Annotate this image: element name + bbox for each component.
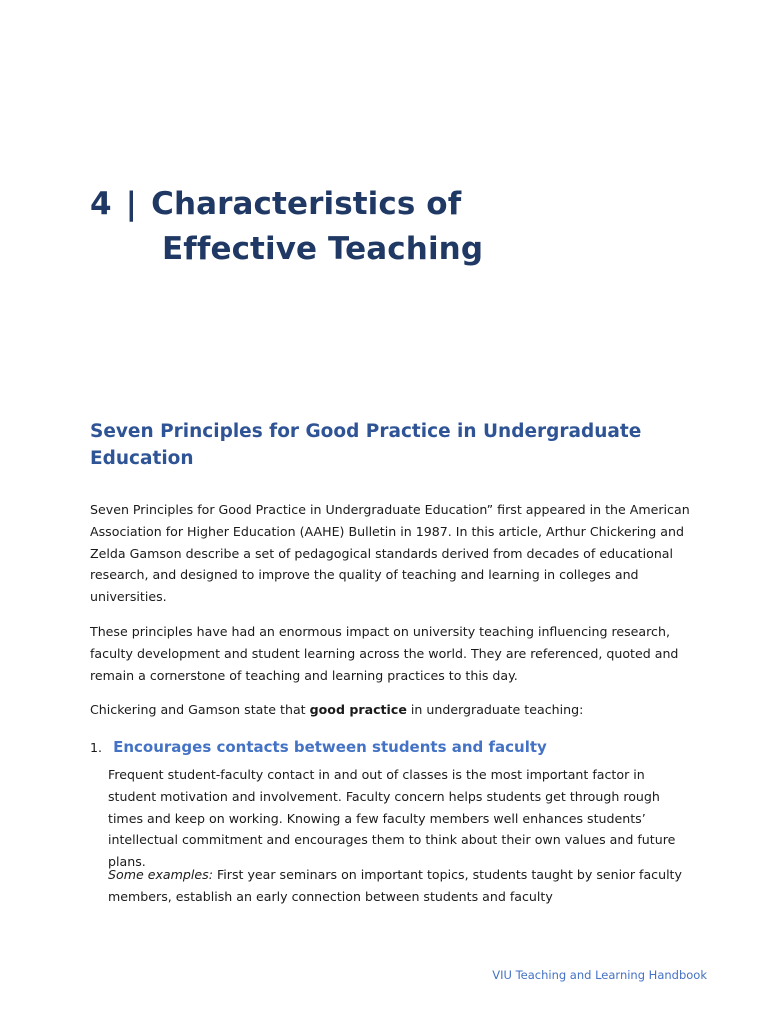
principle-body: Frequent student-faculty contact in and out of classes is the most important factor in student motivation and involvement. Faculty concern helps students get through rough times and keep on working. Knowing a few faculty members well enhances students’ intellectual commitment and encourages them to think about their own values and future plans. (108, 767, 676, 870)
footer-handbook-title: VIU Teaching and Learning Handbook (492, 968, 707, 982)
chapter-title-line1 (90, 182, 483, 227)
statement-bold-term: good practice (309, 702, 407, 717)
examples-text: First year seminars on important topics, students taught by senior faculty members, establish an early connection between students and faculty (108, 867, 682, 904)
paragraph-statement (90, 699, 690, 721)
principle-heading (90, 735, 547, 759)
examples-label: Some examples: (108, 867, 213, 882)
principle-number: 1. (90, 740, 103, 755)
paragraph-intro: Seven Principles for Good Practice in Undergraduate Education” first appeared in the American Association for Higher Education (AAHE) Bulletin in 1987. In this article, Arthur Chickering and Zelda Gamson describe a set of pedagogical standards derived from decades of educational research, and designed to improve the quality of teaching and learning in colleges and universities. (90, 502, 690, 605)
chapter-title-text-line2: Effective Teaching (162, 231, 484, 267)
chapter-number: 4 (90, 186, 112, 222)
chapter-separator: | (125, 186, 138, 222)
section-heading: Seven Principles for Good Practice in Undergraduate Education (90, 421, 642, 469)
chapter-title-text-line1: Characteristics of (151, 186, 462, 222)
chapter-title (90, 182, 483, 272)
principle-examples (108, 864, 688, 908)
paragraph-impact: These principles have had an enormous impact on university teaching influencing research, faculty development and student learning across the world. They are referenced, quoted and remain a cornerstone of teaching and learning practices to this day. (90, 624, 679, 683)
statement-text-before: Chickering and Gamson state that (90, 702, 310, 717)
statement-text-after: in undergraduate teaching: (406, 702, 584, 717)
principle-title: Encourages contacts between students and faculty (113, 738, 547, 756)
